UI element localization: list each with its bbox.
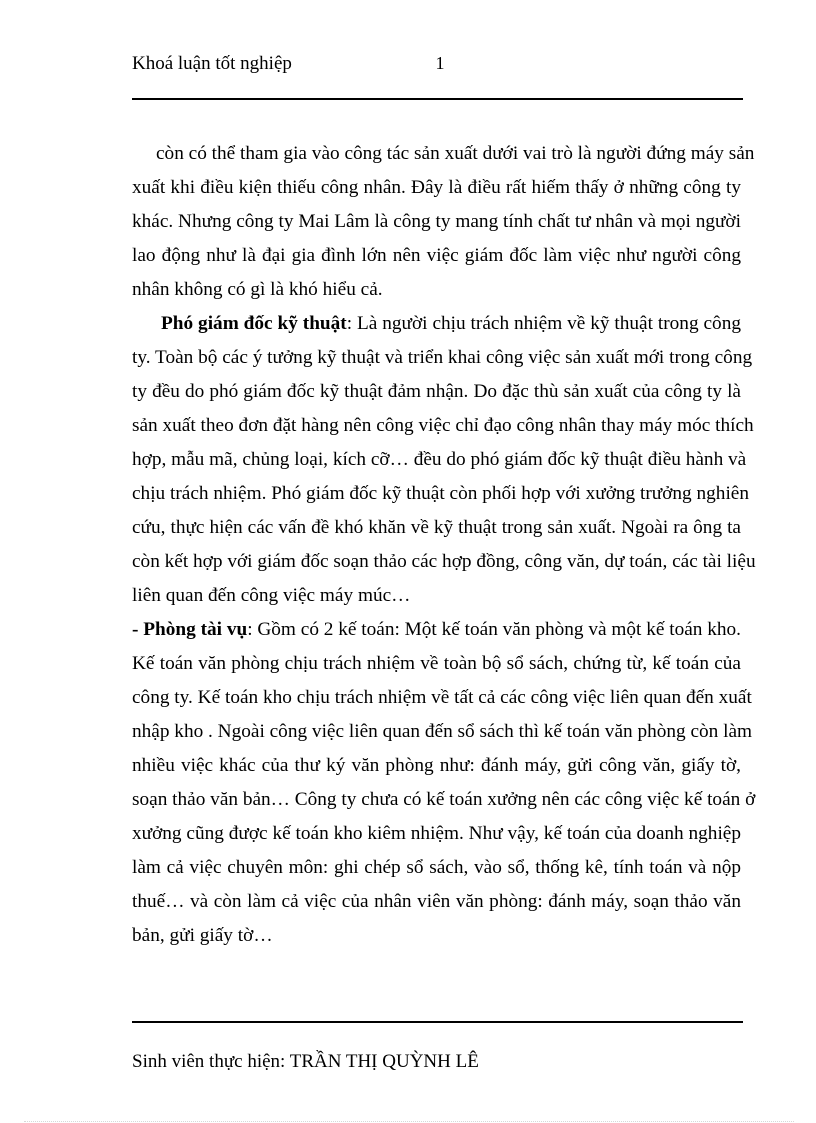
paragraph-lead-text: : Gồm có 2 kế toán: Một kế toán văn phòng và một kế toán kho. bbox=[247, 619, 741, 640]
paragraph-line: bản, gửi giấy tờ… bbox=[132, 925, 273, 946]
paragraph-line: soạn thảo văn bản… Công ty chưa có kế toán xưởng nên các công việc kế toán ở bbox=[132, 789, 756, 810]
paragraph-line: khác. Nhưng công ty Mai Lâm là công ty mang tính chất tư nhân và mọi người bbox=[132, 211, 741, 232]
page-number: 1 bbox=[435, 53, 445, 73]
document-title: Khoá luận tốt nghiệp bbox=[132, 53, 292, 74]
paragraph-line: còn kết hợp với giám đốc soạn thảo các hợp đồng, công văn, dự toán, các tài liệu bbox=[132, 551, 756, 572]
paragraph-line: cứu, thực hiện các vấn đề khó khăn về kỹ thuật trong sản xuất. Ngoài ra ông ta bbox=[132, 517, 741, 538]
section-heading-finance-office: - Phòng tài vụ bbox=[132, 619, 248, 640]
paragraph-line: công ty. Kế toán kho chịu trách nhiệm về tất cả các công việc liên quan đến xuất bbox=[132, 687, 752, 708]
paragraph-line: ty đều do phó giám đốc kỹ thuật đảm nhận. Do đặc thù sản xuất của công ty là bbox=[132, 381, 741, 402]
paragraph-line: lao động như là đại gia đình lớn nên việc giám đốc làm việc như người công bbox=[132, 245, 741, 266]
paragraph-line: hợp, mẫu mã, chủng loại, kích cỡ… đều do phó giám đốc kỹ thuật điều hành và bbox=[132, 449, 747, 470]
paragraph-line: còn có thể tham gia vào công tác sản xuất dưới vai trò là người đứng máy sản bbox=[156, 143, 755, 164]
header-divider bbox=[132, 98, 743, 100]
paragraph-line: nhiều việc khác của thư ký văn phòng như: đánh máy, gửi công văn, giấy tờ, bbox=[132, 755, 741, 776]
paragraph-line: Kế toán văn phòng chịu trách nhiệm về toàn bộ sổ sách, chứng từ, kế toán của bbox=[132, 653, 741, 674]
paragraph-lead-line bbox=[132, 613, 741, 647]
paragraph-line: nhân không có gì là khó hiểu cả. bbox=[132, 279, 383, 300]
paragraph-line: chịu trách nhiệm. Phó giám đốc kỹ thuật còn phối hợp với xưởng trưởng nghiên bbox=[132, 483, 749, 504]
paragraph-line: liên quan đến công việc máy múc… bbox=[132, 585, 411, 606]
paragraph-line: nhập kho . Ngoài công việc liên quan đến sổ sách thì kế toán văn phòng còn làm bbox=[132, 721, 753, 742]
page-footer: Sinh viên thực hiện: TRẦN THỊ QUỲNH LÊ bbox=[132, 1051, 479, 1072]
paragraph-line: xuất khi điều kiện thiếu công nhân. Đây là điều rất hiếm thấy ở những công ty bbox=[132, 177, 741, 198]
page-edge-divider bbox=[24, 1121, 794, 1122]
footer-divider bbox=[132, 1021, 743, 1023]
paragraph-line: ty. Toàn bộ các ý tưởng kỹ thuật và triển khai công việc sản xuất mới trong công bbox=[132, 347, 753, 368]
paragraph-lead-line bbox=[161, 307, 741, 341]
paragraph-line: làm cả việc chuyên môn: ghi chép sổ sách, vào sổ, thống kê, tính toán và nộp bbox=[132, 857, 741, 878]
paragraph-line: thuế… và còn làm cả việc của nhân viên văn phòng: đánh máy, soạn thảo văn bbox=[132, 891, 741, 912]
section-heading-technical-deputy: Phó giám đốc kỹ thuật bbox=[161, 313, 347, 334]
paragraph-line: sản xuất theo đơn đặt hàng nên công việc chỉ đạo công nhân thay máy móc thích bbox=[132, 415, 754, 436]
paragraph-line: xưởng cũng được kế toán kho kiêm nhiệm. Như vậy, kế toán của doanh nghiệp bbox=[132, 823, 741, 844]
paragraph-lead-text: : Là người chịu trách nhiệm về kỹ thuật trong công bbox=[346, 313, 741, 334]
